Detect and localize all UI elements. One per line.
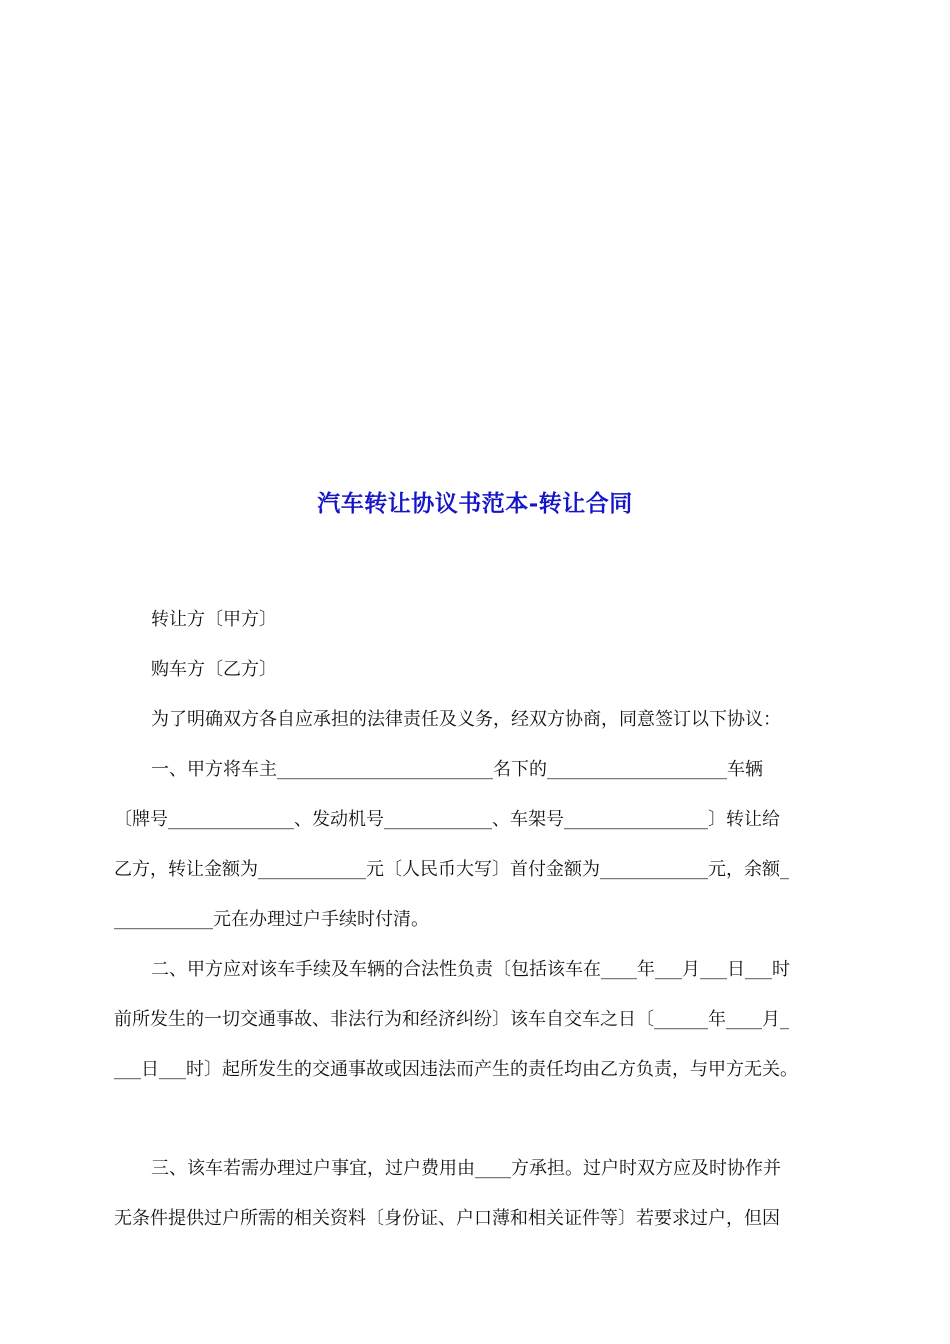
clause-2-line-2: 前所发生的一切交通事故、非法行为和经济纠纷〕该车自交车之日〔______年____月_ — [114, 1009, 789, 1030]
clause-2-line-1: 二、甲方应对该车手续及车辆的合法性负责〔包括该车在____年___月___日___时 — [151, 959, 790, 980]
document-title: 汽车转让协议书范本-转让合同 — [317, 490, 633, 517]
clause-2-line-3: ___日___时〕起所发生的交通事故或因违法而产生的责任均由乙方负责，与甲方无关。 — [114, 1059, 798, 1080]
preamble-line: 为了明确双方各自应承担的法律责任及义务，经双方协商，同意签订以下协议： — [151, 709, 781, 730]
party-b-line: 购车方〔乙方〕 — [151, 659, 277, 680]
clause-1-line-1: 一、甲方将车主________________________名下的____________________车辆 — [151, 759, 763, 780]
clause-1-line-4: ___________元在办理过户手续时付清。 — [114, 909, 429, 930]
clause-3-line-1: 三、该车若需办理过户事宜，过户费用由____方承担。过户时双方应及时协作并 — [151, 1158, 781, 1179]
clause-1-line-3: 乙方，转让金额为____________元〔人民币大写〕首付金额为____________元，余额_ — [114, 859, 789, 880]
clause-3-line-2: 无条件提供过户所需的相关资料〔身份证、户口薄和相关证件等〕若要求过户，但因 — [114, 1208, 780, 1229]
clause-1-line-2: 〔牌号______________、发动机号____________、车架号________________〕转让给 — [114, 809, 780, 830]
party-a-line: 转让方〔甲方〕 — [151, 609, 277, 630]
